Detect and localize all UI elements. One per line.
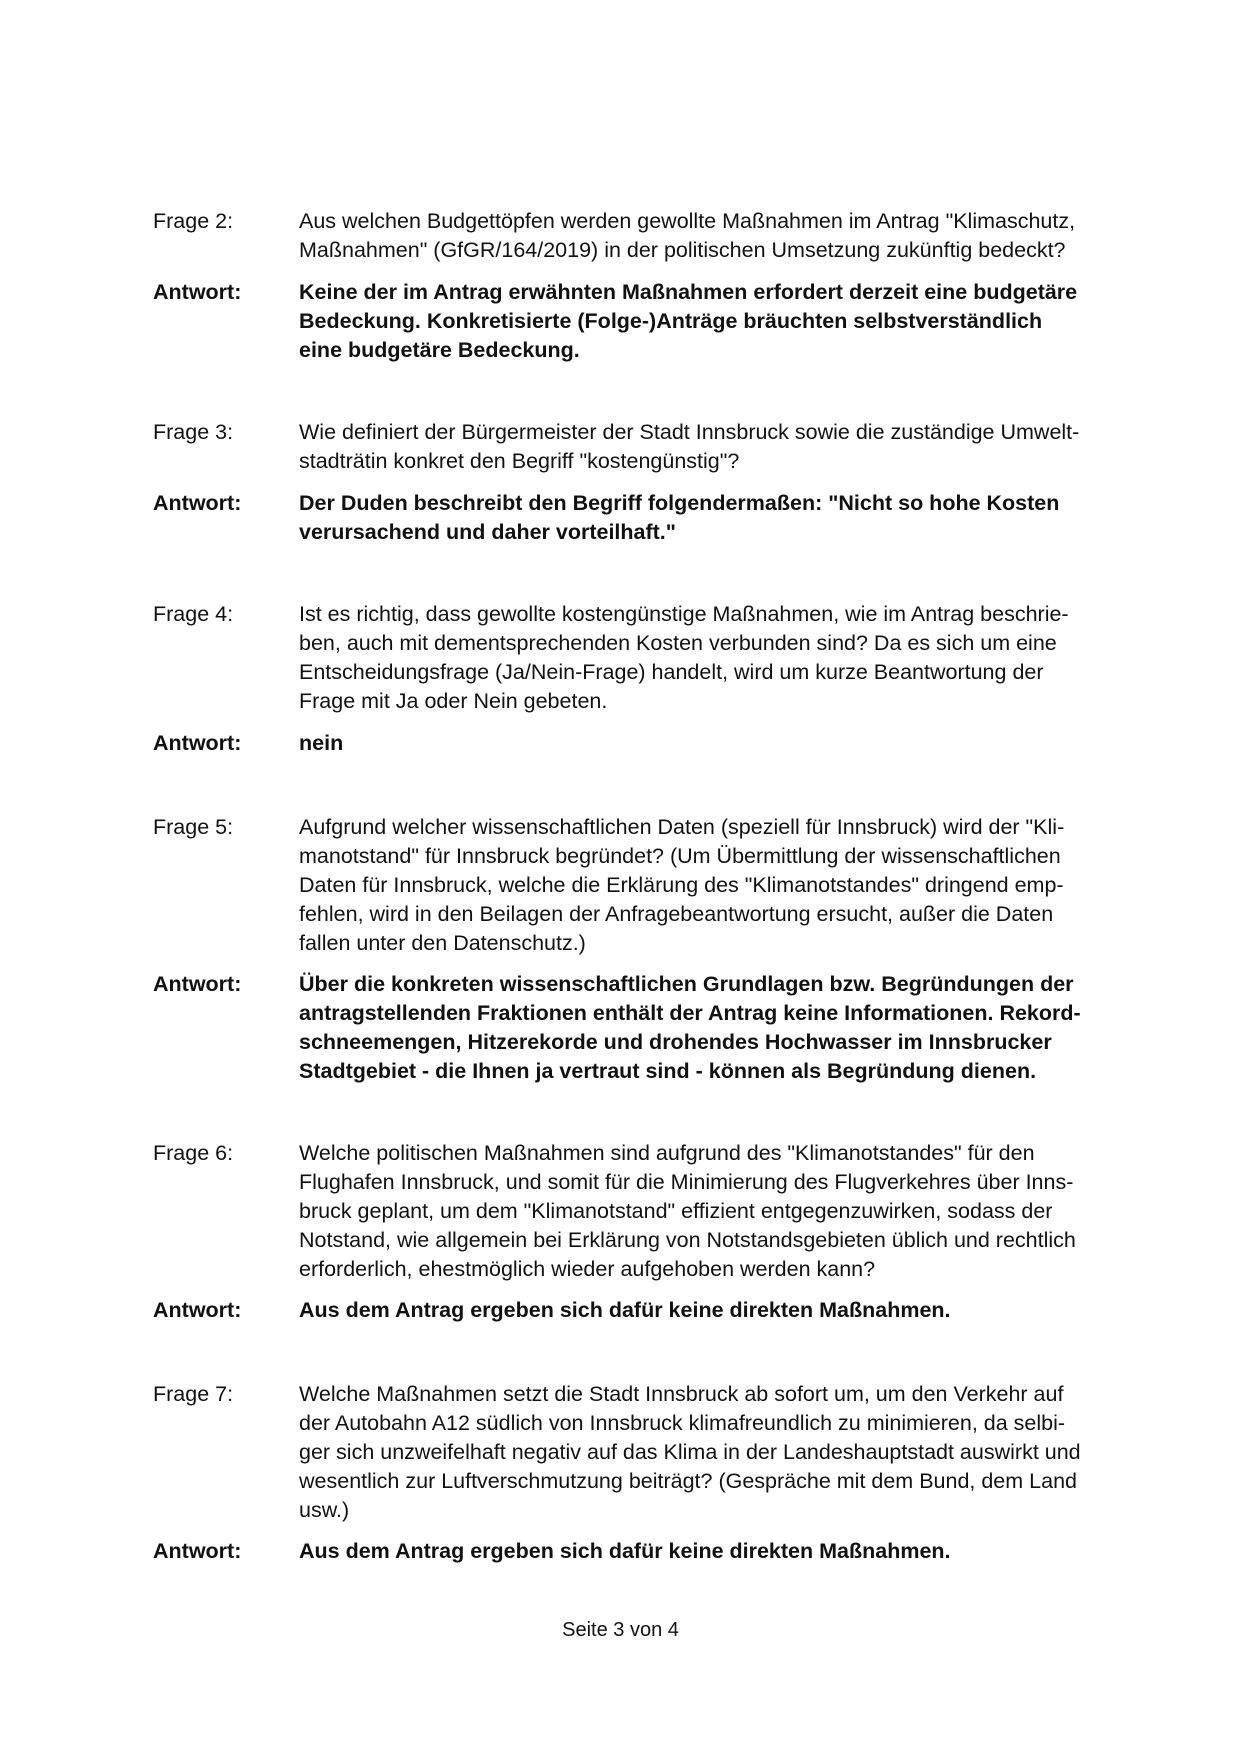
answer-line: Der Duden beschreibt den Begriff folgendermaßen: "Nicht so hohe Kosten bbox=[299, 491, 1060, 515]
question-text bbox=[299, 600, 1141, 716]
answer-line: schneemengen, Hitzerekorde und drohendes Hochwasser im Innsbrucker bbox=[299, 1030, 1052, 1054]
question-line: ger sich unzweifelhaft negativ auf das Klima in der Landeshauptstadt auswirkt und bbox=[299, 1440, 1081, 1464]
answer-line: antragstellenden Fraktionen enthält der Antrag keine Informationen. Rekord- bbox=[299, 1001, 1081, 1025]
answer-line: Bedeckung. Konkretisierte (Folge-)Anträge bräuchten selbstverständlich bbox=[299, 309, 1043, 333]
question-line: usw.) bbox=[299, 1498, 350, 1522]
question-label: Frage 5: bbox=[153, 815, 234, 839]
question-line: erforderlich, ehestmöglich wieder aufgehoben werden kann? bbox=[299, 1257, 876, 1281]
question-label: Frage 2: bbox=[153, 209, 234, 233]
question-line: Aufgrund welcher wissenschaftlichen Daten (speziell für Innsbruck) wird der "Kli- bbox=[299, 815, 1065, 839]
question-line: Aus welchen Budgettöpfen werden gewollte Maßnahmen im Antrag "Klimaschutz, bbox=[299, 209, 1076, 233]
answer-line: Aus dem Antrag ergeben sich dafür keine direkten Maßnahmen. bbox=[299, 1539, 951, 1563]
answer-text bbox=[299, 1537, 1141, 1566]
page-number: Seite 3 von 4 bbox=[562, 1619, 679, 1641]
question-label: Frage 3: bbox=[153, 420, 234, 444]
question-line: Welche Maßnahmen setzt die Stadt Innsbruck ab sofort um, um den Verkehr auf bbox=[299, 1382, 1064, 1406]
answer-text bbox=[299, 970, 1141, 1086]
answer-line: Keine der im Antrag erwähnten Maßnahmen erfordert derzeit eine budgetäre bbox=[299, 280, 1078, 304]
question-line: fehlen, wird in den Beilagen der Anfragebeantwortung ersucht, außer die Daten bbox=[299, 902, 1054, 926]
question-line: bruck geplant, um dem "Klimanotstand" effizient entgegenzuwirken, sodass der bbox=[299, 1199, 1053, 1223]
question-line: der Autobahn A12 südlich von Innsbruck klimafreundlich zu minimieren, da selbi- bbox=[299, 1411, 1066, 1435]
question-label: Frage 6: bbox=[153, 1141, 234, 1165]
question-text bbox=[299, 207, 1141, 265]
question-line: ben, auch mit dementsprechenden Kosten verbunden sind? Da es sich um eine bbox=[299, 631, 1057, 655]
answer-label: Antwort: bbox=[153, 491, 242, 515]
question-line: Daten für Innsbruck, welche die Erklärung des "Klimanotstandes" dringend emp- bbox=[299, 873, 1064, 897]
question-line: stadträtin konkret den Begriff "kostengünstig"? bbox=[299, 449, 740, 473]
answer-line: eine budgetäre Bedeckung. bbox=[299, 338, 580, 362]
answer-label: Antwort: bbox=[153, 972, 242, 996]
answer-line: Aus dem Antrag ergeben sich dafür keine direkten Maßnahmen. bbox=[299, 1298, 951, 1322]
answer-line: verursachend und daher vorteilhaft." bbox=[299, 520, 676, 544]
question-text bbox=[299, 813, 1141, 958]
answer-label: Antwort: bbox=[153, 1539, 242, 1563]
answer-line: nein bbox=[299, 731, 344, 755]
question-label: Frage 4: bbox=[153, 602, 234, 626]
question-line: Wie definiert der Bürgermeister der Stadt Innsbruck sowie die zuständige Umwelt- bbox=[299, 420, 1080, 444]
question-line: Flughafen Innsbruck, und somit für die Minimierung des Flugverkehres über Inns- bbox=[299, 1170, 1074, 1194]
question-text bbox=[299, 1380, 1141, 1525]
question-line: Notstand, wie allgemein bei Erklärung von Notstandsgebieten üblich und rechtlich bbox=[299, 1228, 1076, 1252]
question-line: Entscheidungsfrage (Ja/Nein-Frage) handelt, wird um kurze Beantwortung der bbox=[299, 660, 1044, 684]
answer-line: Stadtgebiet - die Ihnen ja vertraut sind - können als Begründung dienen. bbox=[299, 1059, 1037, 1083]
question-line: Welche politischen Maßnahmen sind aufgrund des "Klimanotstandes" für den bbox=[299, 1141, 1035, 1165]
answer-line: Über die konkreten wissenschaftlichen Grundlagen bzw. Begründungen der bbox=[299, 972, 1074, 996]
question-line: Ist es richtig, dass gewollte kostengünstige Maßnahmen, wie im Antrag beschrie- bbox=[299, 602, 1069, 626]
question-line: Maßnahmen" (GfGR/164/2019) in der politischen Umsetzung zukünftig bedeckt? bbox=[299, 238, 1066, 262]
question-text bbox=[299, 1139, 1141, 1284]
answer-label: Antwort: bbox=[153, 280, 242, 304]
question-label: Frage 7: bbox=[153, 1382, 234, 1406]
answer-text bbox=[299, 1296, 1141, 1325]
answer-label: Antwort: bbox=[153, 1298, 242, 1322]
question-line: Frage mit Ja oder Nein gebeten. bbox=[299, 689, 608, 713]
question-line: wesentlich zur Luftverschmutzung beiträgt? (Gespräche mit dem Bund, dem Land bbox=[299, 1469, 1077, 1493]
answer-text bbox=[299, 278, 1141, 365]
question-text bbox=[299, 418, 1141, 476]
answer-text bbox=[299, 729, 1141, 758]
question-line: manotstand" für Innsbruck begründet? (Um Übermittlung der wissenschaftlichen bbox=[299, 844, 1061, 868]
answer-label: Antwort: bbox=[153, 731, 242, 755]
answer-text bbox=[299, 489, 1141, 547]
question-line: fallen unter den Datenschutz.) bbox=[299, 931, 586, 955]
